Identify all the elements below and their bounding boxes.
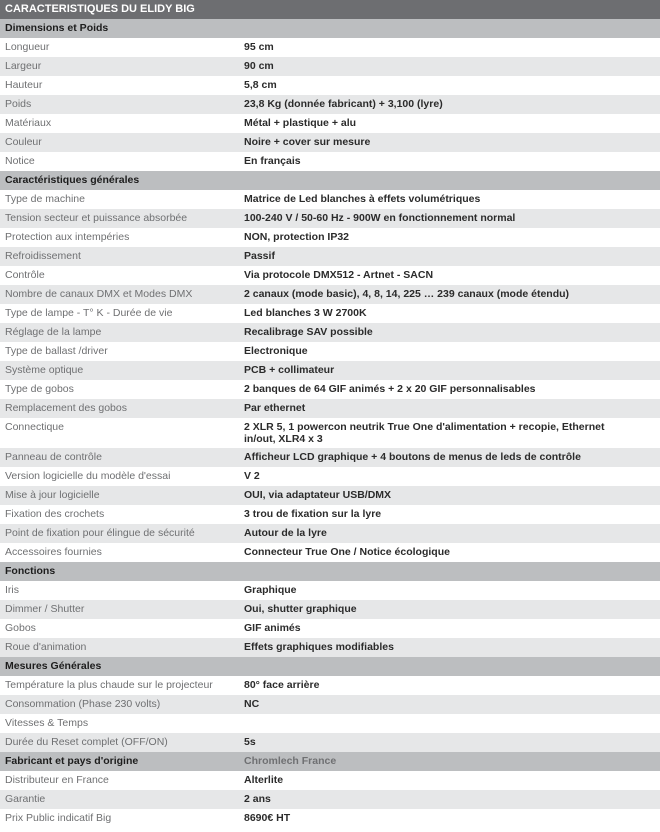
spec-label: Nombre de canaux DMX et Modes DMX (5, 288, 193, 300)
spec-row (0, 619, 660, 638)
spec-row (0, 486, 660, 505)
spec-value: Effets graphiques modifiables (244, 641, 394, 653)
spec-row (0, 543, 660, 562)
spec-row (0, 57, 660, 76)
spec-row (0, 467, 660, 486)
spec-row (0, 714, 660, 733)
section-header (0, 171, 660, 190)
section-title: Caractéristiques générales (5, 174, 140, 186)
spec-label: Version logicielle du modèle d'essai (5, 470, 171, 482)
spec-value: 5s (244, 736, 256, 748)
spec-row (0, 76, 660, 95)
spec-label: Système optique (5, 364, 84, 376)
spec-label: Gobos (5, 622, 36, 634)
spec-row (0, 809, 660, 828)
spec-value: Led blanches 3 W 2700K (244, 307, 367, 319)
spec-label: Durée du Reset complet (OFF/ON) (5, 736, 168, 748)
spec-value: 2 banques de 64 GIF animés + 2 x 20 GIF personnalisables (244, 383, 536, 395)
section-header-value (244, 19, 660, 38)
spec-label: Point de fixation pour élingue de sécurité (5, 527, 195, 539)
spec-value: 8690€ HT (244, 812, 291, 824)
spec-row (0, 695, 660, 714)
spec-label: Iris (5, 584, 19, 596)
spec-value: 90 cm (244, 60, 274, 72)
spec-label: Température la plus chaude sur le projecteur (5, 679, 213, 691)
spec-label: Dimmer / Shutter (5, 603, 85, 615)
spec-value: 23,8 Kg (donnée fabricant) + 3,100 (lyre) (244, 98, 443, 110)
spec-label: Matériaux (5, 117, 52, 129)
spec-label: Notice (5, 155, 35, 167)
spec-row (0, 524, 660, 543)
spec-label: Vitesses & Temps (5, 717, 89, 729)
spec-value: V 2 (244, 470, 260, 482)
spec-label: Remplacement des gobos (5, 402, 127, 414)
spec-value: Electronique (244, 345, 308, 357)
section-title: Fonctions (5, 565, 56, 577)
spec-label: Tension secteur et puissance absorbée (5, 212, 188, 224)
spec-row (0, 581, 660, 600)
spec-row (0, 676, 660, 695)
section-header (0, 752, 660, 771)
spec-label: Type de gobos (5, 383, 74, 395)
spec-row (0, 247, 660, 266)
spec-label: Couleur (5, 136, 42, 148)
spec-value: Matrice de Led blanches à effets volumétriques (244, 193, 481, 205)
spec-value: Noire + cover sur mesure (244, 136, 371, 148)
spec-row (0, 638, 660, 657)
spec-value: Par ethernet (244, 402, 306, 414)
spec-row (0, 266, 660, 285)
spec-row (0, 304, 660, 323)
spec-row (0, 418, 660, 448)
spec-label: Garantie (5, 793, 46, 805)
spec-label: Type de machine (5, 193, 85, 205)
section-header (0, 562, 660, 581)
section-header-value (244, 562, 660, 581)
spec-value: Via protocole DMX512 - Artnet - SACN (244, 269, 434, 281)
spec-value: 2 canaux (mode basic), 4, 8, 14, 225 … 239 canaux (mode étendu) (244, 288, 570, 300)
spec-label: Refroidissement (5, 250, 81, 262)
spec-label: Accessoires fournies (5, 546, 102, 558)
spec-row (0, 285, 660, 304)
spec-row (0, 342, 660, 361)
spec-label: Distributeur en France (5, 774, 109, 786)
section-title: Dimensions et Poids (5, 22, 109, 34)
spec-row (0, 380, 660, 399)
spec-label: Consommation (Phase 230 volts) (5, 698, 161, 710)
spec-value: OUI, via adaptateur USB/DMX (244, 489, 392, 501)
spec-value: 95 cm (244, 41, 274, 53)
spec-label: Poids (5, 98, 32, 110)
spec-value: Métal + plastique + alu (244, 117, 357, 129)
spec-label: Protection aux intempéries (5, 231, 130, 243)
spec-value: Graphique (244, 584, 297, 596)
sheet-title: CARACTERISTIQUES DU ELIDY BIG (0, 0, 660, 19)
section-header-value (244, 657, 660, 676)
spec-value: 2 XLR 5, 1 powercon neutrik True One d'alimentation + recopie, Ethernet in/out, XLR4 x 3 (244, 421, 605, 445)
spec-value: 100-240 V / 50-60 Hz - 900W en fonctionnement normal (244, 212, 516, 224)
spec-row (0, 733, 660, 752)
spec-label: Contrôle (5, 269, 45, 281)
spec-value: 3 trou de fixation sur la lyre (244, 508, 382, 520)
spec-label: Hauteur (5, 79, 43, 91)
spec-value: Connecteur True One / Notice écologique (244, 546, 450, 558)
spec-value: Recalibrage SAV possible (244, 326, 373, 338)
spec-row (0, 448, 660, 467)
spec-row (0, 95, 660, 114)
spec-row (0, 505, 660, 524)
spec-value: Autour de la lyre (244, 527, 327, 539)
spec-row (0, 152, 660, 171)
spec-label: Type de lampe - T° K - Durée de vie (5, 307, 173, 319)
section-header-value (244, 171, 660, 190)
spec-value: Oui, shutter graphique (244, 603, 357, 615)
spec-value: 2 ans (244, 793, 271, 805)
section-title: Mesures Générales (5, 660, 102, 672)
spec-row (0, 38, 660, 57)
section-header-value: Chromlech France (244, 755, 337, 767)
spec-label: Roue d'animation (5, 641, 87, 653)
spec-value: Alterlite (244, 774, 284, 786)
spec-label: Panneau de contrôle (5, 451, 102, 463)
section-header (0, 19, 660, 38)
spec-sections (0, 19, 660, 828)
spec-row (0, 399, 660, 418)
spec-row (0, 190, 660, 209)
spec-label: Fixation des crochets (5, 508, 105, 520)
spec-label: Prix Public indicatif Big (5, 812, 112, 824)
spec-value: NC (244, 698, 260, 710)
spec-value: En français (244, 155, 301, 167)
spec-row (0, 133, 660, 152)
spec-label: Connectique (5, 421, 64, 433)
spec-row (0, 771, 660, 790)
spec-value: 80° face arrière (244, 679, 320, 691)
spec-row (0, 600, 660, 619)
spec-label: Longueur (5, 41, 50, 53)
spec-row (0, 209, 660, 228)
spec-value: PCB + collimateur (244, 364, 335, 376)
spec-row (0, 114, 660, 133)
section-header (0, 657, 660, 676)
spec-value: 5,8 cm (244, 79, 277, 91)
spec-label: Réglage de la lampe (5, 326, 102, 338)
spec-row (0, 323, 660, 342)
spec-label: Mise à jour logicielle (5, 489, 100, 501)
section-title: Fabricant et pays d'origine (5, 755, 139, 767)
spec-row (0, 790, 660, 809)
spec-value: NON, protection IP32 (244, 231, 350, 243)
spec-label: Largeur (5, 60, 42, 72)
spec-value: GIF animés (244, 622, 301, 634)
spec-value: Afficheur LCD graphique + 4 boutons de menus de leds de contrôle (244, 451, 581, 463)
spec-row (0, 228, 660, 247)
spec-row (0, 361, 660, 380)
spec-value (244, 714, 660, 733)
spec-label: Type de ballast /driver (5, 345, 108, 357)
spec-value: Passif (244, 250, 275, 262)
